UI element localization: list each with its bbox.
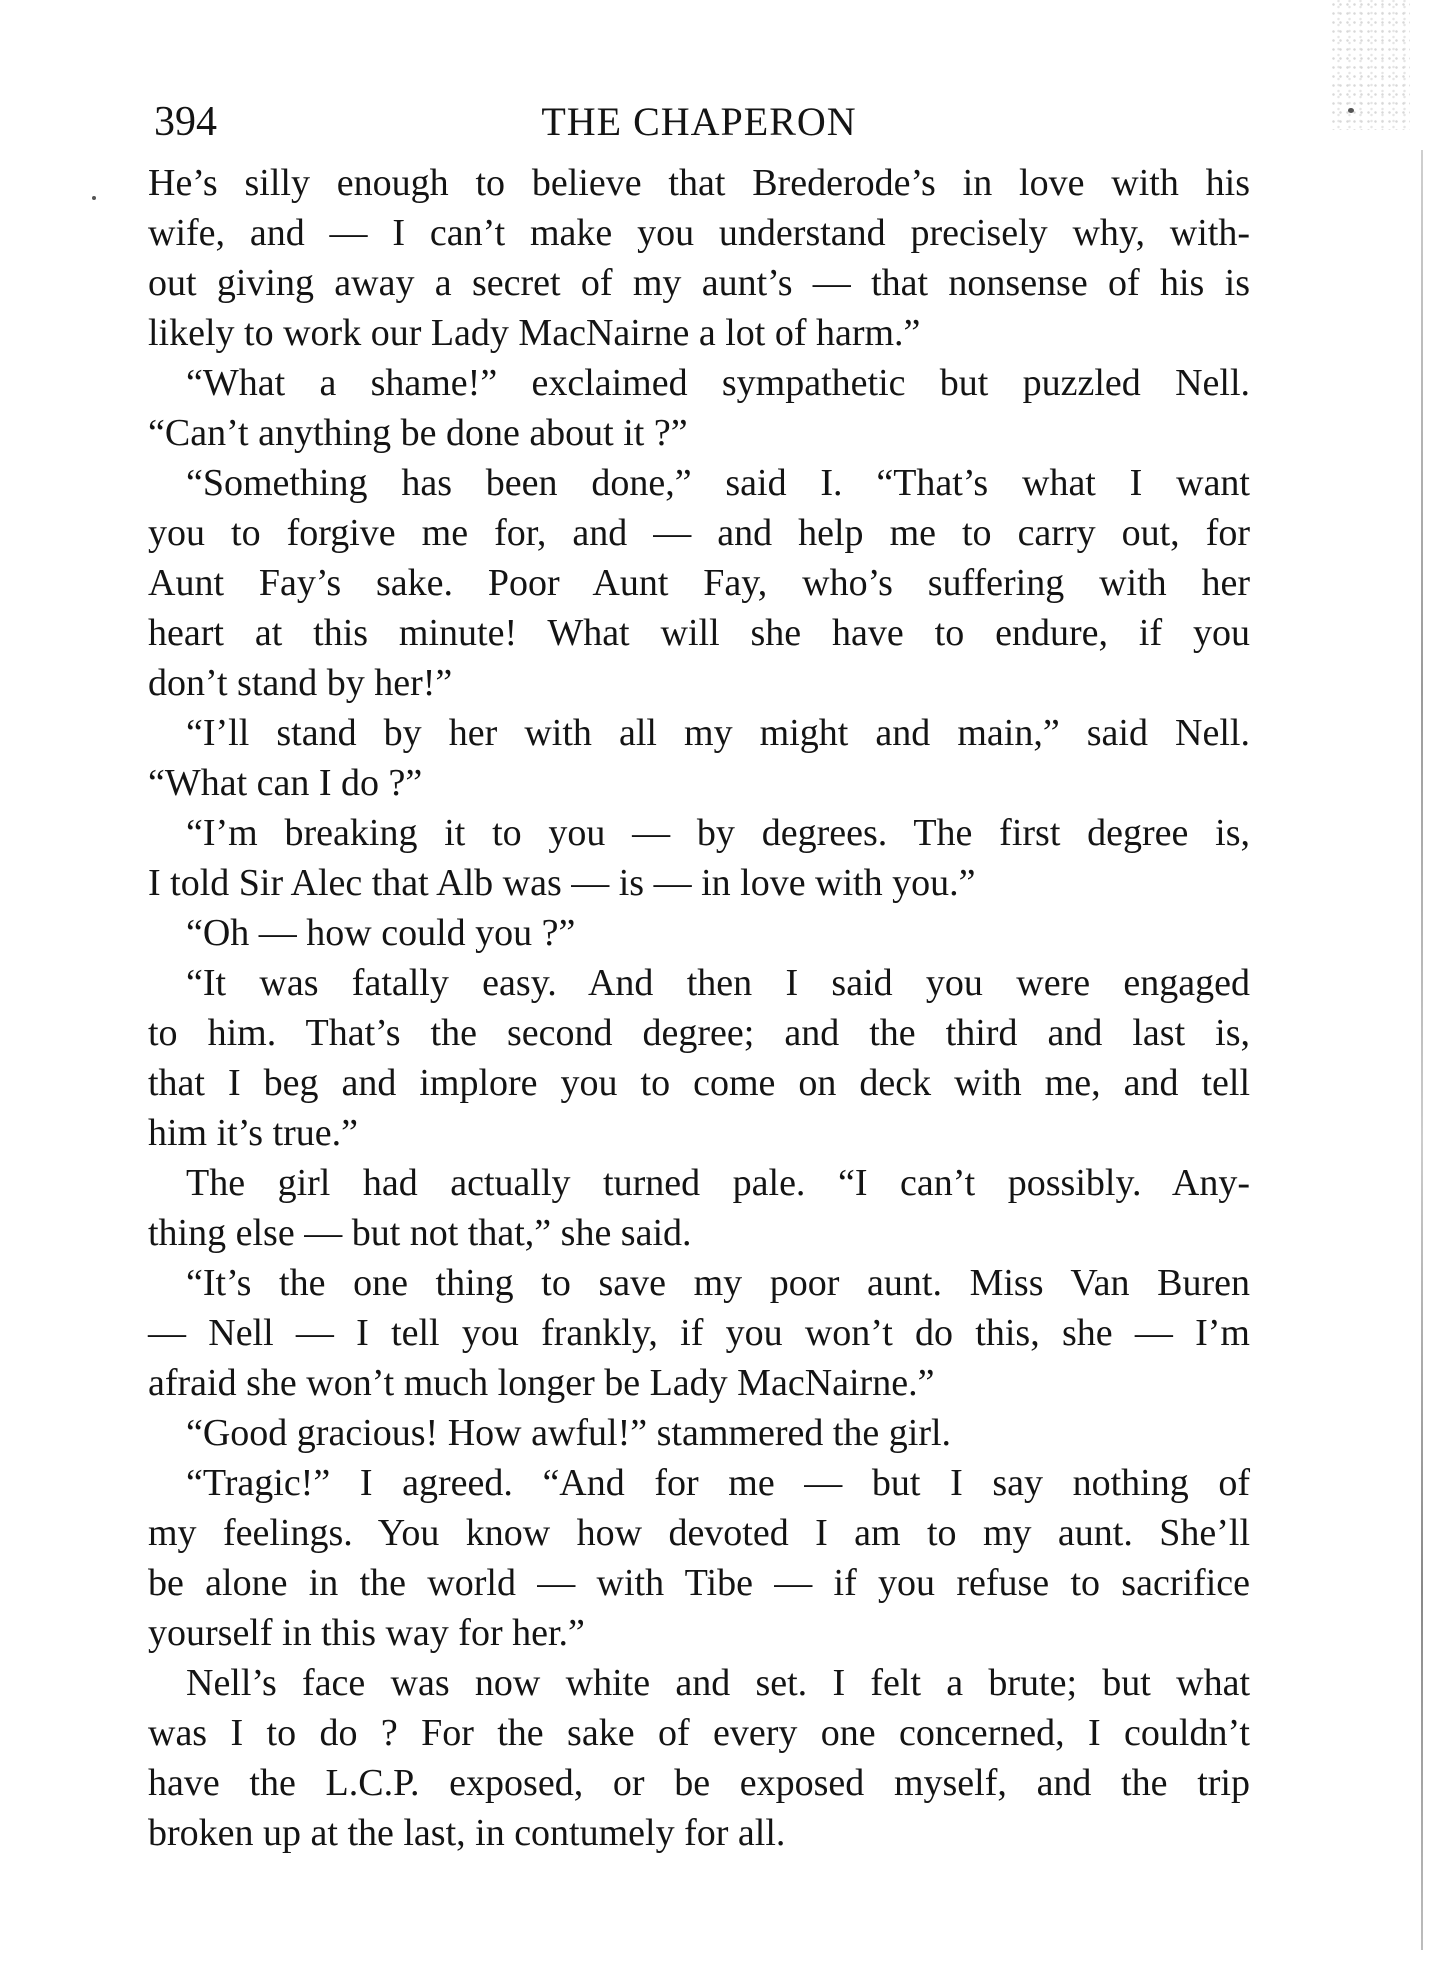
text-line: yourself in this way for her.”	[148, 1612, 585, 1654]
text-line: that I beg and implore you to come on deck with me, and tell	[148, 1062, 1250, 1104]
page-edge-shadow	[1421, 150, 1423, 1950]
text-line: — Nell — I tell you frankly, if you won’t do this, she — I’m	[148, 1312, 1250, 1354]
body-text	[148, 158, 1250, 1858]
text-line: him it’s true.”	[148, 1112, 359, 1154]
text-line: “What can I do ?”	[148, 762, 423, 804]
text-line: out giving away a secret of my aunt’s — that nonsense of his is	[148, 262, 1250, 304]
text-line: Aunt Fay’s sake. Poor Aunt Fay, who’s suffering with her	[148, 562, 1250, 604]
page-number: 394	[154, 99, 217, 145]
text-line: “What a shame!” exclaimed sympathetic but puzzled Nell.	[186, 362, 1250, 404]
text-line: “It was fatally easy. And then I said you were engaged	[186, 962, 1250, 1004]
text-line: wife, and — I can’t make you understand precisely why, with-	[148, 212, 1250, 254]
scan-dot	[1348, 108, 1354, 113]
running-header	[148, 94, 1250, 150]
text-line: have the L.C.P. exposed, or be exposed myself, and the trip	[148, 1762, 1250, 1804]
text-line: “It’s the one thing to save my poor aunt. Miss Van Buren	[186, 1262, 1250, 1304]
text-line: I told Sir Alec that Alb was — is — in love with you.”	[148, 862, 976, 904]
text-line: you to forgive me for, and — and help me to carry out, for	[148, 512, 1250, 554]
text-line: was I to do ? For the sake of every one concerned, I couldn’t	[148, 1712, 1250, 1754]
text-line: broken up at the last, in contumely for all.	[148, 1812, 786, 1854]
running-title: THE CHAPERON	[541, 99, 857, 144]
text-line: “I’m breaking it to you — by degrees. The first degree is,	[186, 812, 1250, 854]
text-line: likely to work our Lady MacNairne a lot of harm.”	[148, 312, 921, 354]
text-line: “Oh — how could you ?”	[186, 912, 576, 954]
text-line: “Good gracious! How awful!” stammered the girl.	[186, 1412, 952, 1454]
scan-speckle	[1330, 0, 1410, 130]
text-line: “Tragic!” I agreed. “And for me — but I say nothing of	[186, 1462, 1250, 1504]
text-line: afraid she won’t much longer be Lady MacNairne.”	[148, 1362, 935, 1404]
scan-dot	[92, 196, 96, 200]
text-line: my feelings. You know how devoted I am to my aunt. She’ll	[148, 1512, 1250, 1554]
text-line: thing else — but not that,” she said.	[148, 1212, 692, 1254]
text-line: don’t stand by her!”	[148, 662, 453, 704]
text-line: be alone in the world — with Tibe — if you refuse to sacrifice	[148, 1562, 1250, 1604]
text-line: “Something has been done,” said I. “That’s what I want	[186, 462, 1250, 504]
text-line: Nell’s face was now white and set. I felt a brute; but what	[186, 1662, 1250, 1704]
text-line: “I’ll stand by her with all my might and main,” said Nell.	[186, 712, 1250, 754]
text-line: to him. That’s the second degree; and the third and last is,	[148, 1012, 1250, 1054]
text-line: The girl had actually turned pale. “I can’t possibly. Any-	[186, 1162, 1250, 1204]
text-line: He’s silly enough to believe that Brederode’s in love with his	[148, 162, 1250, 204]
text-line: heart at this minute! What will she have to endure, if you	[148, 612, 1250, 654]
text-line: “Can’t anything be done about it ?”	[148, 412, 688, 454]
